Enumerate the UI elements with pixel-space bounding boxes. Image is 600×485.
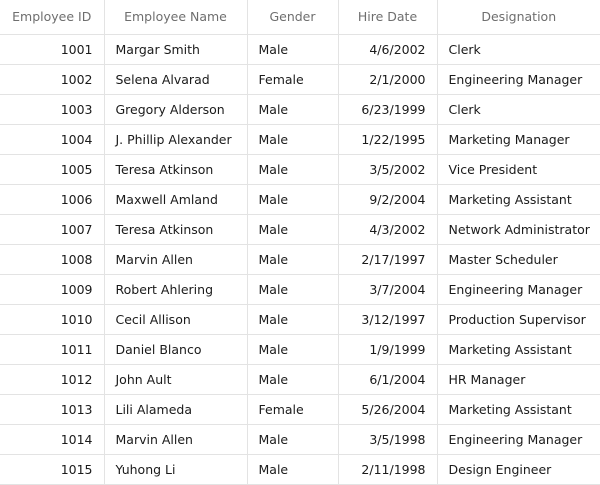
gender-cell[interactable]: Male — [247, 94, 338, 124]
table-row[interactable] — [0, 304, 600, 334]
employee-name-cell[interactable]: Yuhong Li — [104, 454, 247, 484]
gender-cell[interactable]: Male — [247, 154, 338, 184]
table-body — [0, 34, 600, 484]
hire-date-cell[interactable]: 1/22/1995 — [338, 124, 437, 154]
designation-cell[interactable]: Marketing Assistant — [437, 394, 600, 424]
employee-name-cell[interactable]: John Ault — [104, 364, 247, 394]
gender-cell[interactable]: Male — [247, 214, 338, 244]
employee-id-cell[interactable]: 1013 — [0, 394, 104, 424]
employee-name-cell[interactable]: Robert Ahlering — [104, 274, 247, 304]
table-row[interactable] — [0, 34, 600, 64]
employee-id-cell[interactable]: 1006 — [0, 184, 104, 214]
hire-date-cell[interactable]: 3/7/2004 — [338, 274, 437, 304]
employee-id-cell[interactable]: 1004 — [0, 124, 104, 154]
designation-cell[interactable]: Vice President — [437, 154, 600, 184]
hire-date-cell[interactable]: 2/11/1998 — [338, 454, 437, 484]
column-header-hire-date[interactable]: Hire Date — [338, 0, 437, 34]
designation-cell[interactable]: Engineering Manager — [437, 424, 600, 454]
employee-id-cell[interactable]: 1014 — [0, 424, 104, 454]
gender-cell[interactable]: Male — [247, 34, 338, 64]
employee-name-cell[interactable]: J. Phillip Alexander — [104, 124, 247, 154]
employee-id-cell[interactable]: 1002 — [0, 64, 104, 94]
hire-date-cell[interactable]: 2/17/1997 — [338, 244, 437, 274]
hire-date-cell[interactable]: 6/1/2004 — [338, 364, 437, 394]
hire-date-cell[interactable]: 9/2/2004 — [338, 184, 437, 214]
table-row[interactable] — [0, 244, 600, 274]
employee-name-cell[interactable]: Margar Smith — [104, 34, 247, 64]
hire-date-cell[interactable]: 5/26/2004 — [338, 394, 437, 424]
table-row[interactable] — [0, 94, 600, 124]
employee-name-cell[interactable]: Marvin Allen — [104, 424, 247, 454]
gender-cell[interactable]: Male — [247, 424, 338, 454]
designation-cell[interactable]: Marketing Manager — [437, 124, 600, 154]
employee-name-cell[interactable]: Cecil Allison — [104, 304, 247, 334]
employee-name-cell[interactable]: Marvin Allen — [104, 244, 247, 274]
table-row[interactable] — [0, 124, 600, 154]
table-row[interactable] — [0, 454, 600, 484]
gender-cell[interactable]: Female — [247, 394, 338, 424]
hire-date-cell[interactable]: 3/5/1998 — [338, 424, 437, 454]
table-row[interactable] — [0, 154, 600, 184]
table-row[interactable] — [0, 394, 600, 424]
column-header-employee-name[interactable]: Employee Name — [104, 0, 247, 34]
gender-cell[interactable]: Male — [247, 244, 338, 274]
designation-cell[interactable]: Engineering Manager — [437, 274, 600, 304]
employee-id-cell[interactable]: 1003 — [0, 94, 104, 124]
table-header — [0, 0, 600, 34]
designation-cell[interactable]: Engineering Manager — [437, 64, 600, 94]
employee-name-cell[interactable]: Selena Alvarad — [104, 64, 247, 94]
employee-id-cell[interactable]: 1005 — [0, 154, 104, 184]
hire-date-cell[interactable]: 4/6/2002 — [338, 34, 437, 64]
employee-name-cell[interactable]: Daniel Blanco — [104, 334, 247, 364]
table-row[interactable] — [0, 214, 600, 244]
gender-cell[interactable]: Male — [247, 184, 338, 214]
designation-cell[interactable]: Marketing Assistant — [437, 184, 600, 214]
table-row[interactable] — [0, 424, 600, 454]
table-row[interactable] — [0, 274, 600, 304]
designation-cell[interactable]: Production Supervisor — [437, 304, 600, 334]
gender-cell[interactable]: Male — [247, 274, 338, 304]
gender-cell[interactable]: Female — [247, 64, 338, 94]
employee-id-cell[interactable]: 1012 — [0, 364, 104, 394]
column-header-gender[interactable]: Gender — [247, 0, 338, 34]
header-row — [0, 0, 600, 34]
table-row[interactable] — [0, 184, 600, 214]
designation-cell[interactable]: Clerk — [437, 94, 600, 124]
designation-cell[interactable]: Master Scheduler — [437, 244, 600, 274]
employee-name-cell[interactable]: Maxwell Amland — [104, 184, 247, 214]
hire-date-cell[interactable]: 2/1/2000 — [338, 64, 437, 94]
gender-cell[interactable]: Male — [247, 454, 338, 484]
hire-date-cell[interactable]: 4/3/2002 — [338, 214, 437, 244]
employee-name-cell[interactable]: Teresa Atkinson — [104, 154, 247, 184]
hire-date-cell[interactable]: 3/12/1997 — [338, 304, 437, 334]
table-row[interactable] — [0, 334, 600, 364]
employee-id-cell[interactable]: 1010 — [0, 304, 104, 334]
hire-date-cell[interactable]: 6/23/1999 — [338, 94, 437, 124]
employee-name-cell[interactable]: Teresa Atkinson — [104, 214, 247, 244]
designation-cell[interactable]: Network Administrator — [437, 214, 600, 244]
employee-name-cell[interactable]: Lili Alameda — [104, 394, 247, 424]
designation-cell[interactable]: Clerk — [437, 34, 600, 64]
employee-id-cell[interactable]: 1007 — [0, 214, 104, 244]
gender-cell[interactable]: Male — [247, 304, 338, 334]
column-header-employee-id[interactable]: Employee ID — [0, 0, 104, 34]
gender-cell[interactable]: Male — [247, 124, 338, 154]
gender-cell[interactable]: Male — [247, 364, 338, 394]
designation-cell[interactable]: Marketing Assistant — [437, 334, 600, 364]
column-header-designation[interactable]: Designation — [437, 0, 600, 34]
designation-cell[interactable]: HR Manager — [437, 364, 600, 394]
employee-id-cell[interactable]: 1001 — [0, 34, 104, 64]
employee-id-cell[interactable]: 1015 — [0, 454, 104, 484]
designation-cell[interactable]: Design Engineer — [437, 454, 600, 484]
hire-date-cell[interactable]: 3/5/2002 — [338, 154, 437, 184]
table-row[interactable] — [0, 364, 600, 394]
employee-name-cell[interactable]: Gregory Alderson — [104, 94, 247, 124]
employee-id-cell[interactable]: 1008 — [0, 244, 104, 274]
gender-cell[interactable]: Male — [247, 334, 338, 364]
hire-date-cell[interactable]: 1/9/1999 — [338, 334, 437, 364]
table-row[interactable] — [0, 64, 600, 94]
employee-id-cell[interactable]: 1009 — [0, 274, 104, 304]
employee-id-cell[interactable]: 1011 — [0, 334, 104, 364]
